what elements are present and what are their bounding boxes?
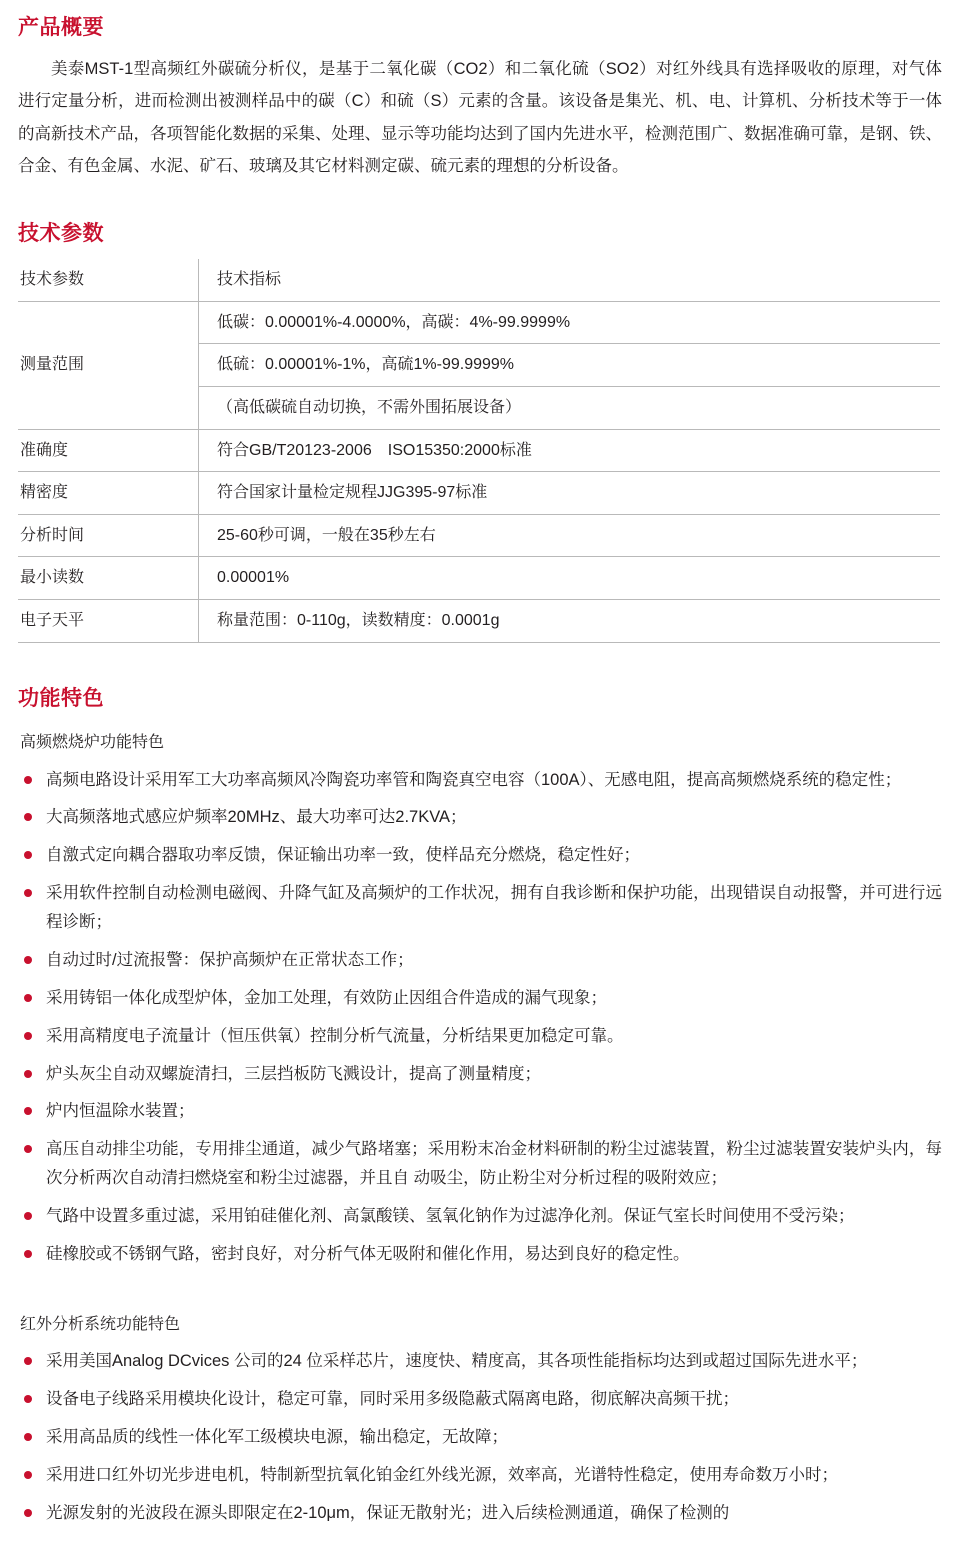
feature-list-infrared: [18, 1347, 942, 1527]
section-heading-features: 功能特色: [18, 686, 104, 710]
row-value-analysis-time: 25-60秒可调，一般在35秒左右: [199, 514, 941, 557]
column-header-param: 技术参数: [18, 259, 199, 301]
row-label-precision: 精密度: [18, 472, 199, 515]
table-row: [18, 514, 940, 557]
row-value-range-note: （高低碳硫自动切换，不需外围拓展设备）: [199, 387, 941, 430]
table-row: [18, 600, 940, 643]
list-item: 高频电路设计采用军工大功率高频风冷陶瓷功率管和陶瓷真空电容（100A）、无感电阻，提高高频燃烧系统的稳定性；: [18, 766, 942, 795]
table-header-row: [18, 259, 940, 301]
table-row: [18, 301, 940, 344]
row-value-range-low-sulfur: 低硫：0.00001%-1%，高硫1%-99.9999%: [199, 344, 941, 387]
list-item: 采用铸铝一体化成型炉体，金加工处理，有效防止因组合件造成的漏气现象；: [18, 984, 942, 1013]
row-value-min-reading: 0.00001%: [199, 557, 941, 600]
list-item: 炉内恒温除水装置；: [18, 1097, 942, 1126]
row-value-precision: 符合国家计量检定规程JJG395-97标准: [199, 472, 941, 515]
feature-list-furnace: [18, 766, 942, 1269]
list-item: 高压自动排尘功能，专用排尘通道，减少气路堵塞；采用粉末冶金材料研制的粉尘过滤装置，粉尘过滤装置安装炉头内，每次分析两次自动清扫燃烧室和粉尘过滤器，并且自 动吸尘，防止粉尘对分析过程的吸附效应；: [18, 1135, 942, 1193]
list-item: 采用软件控制自动检测电磁阀、升降气缸及高频炉的工作状况，拥有自我诊断和保护功能，出现错误自动报警，并可进行远程诊断；: [18, 879, 942, 937]
list-item: 硅橡胶或不锈钢气路，密封良好，对分析气体无吸附和催化作用，易达到良好的稳定性。: [18, 1240, 942, 1269]
feature-group-title-infrared: 红外分析系统功能特色: [20, 1315, 181, 1333]
row-label-measure-range: 测量范围: [18, 301, 199, 429]
table-row: [18, 557, 940, 600]
list-item: 自动过时/过流报警：保护高频炉在正常状态工作；: [18, 946, 942, 975]
overview-paragraph: 美泰MST-1型高频红外碳硫分析仪，是基于二氧化碳（CO2）和二氧化硫（SO2）对红外线具有选择吸收的原理，对气体进行定量分析，进而检测出被测样品中的碳（C）和硫（S）元素的含量。该设备是集光、机、电、计算机、分析技术等于一体的高新技术产品，各项智能化数据的采集、处理、显示等功能均达到了国内先进水平，检测范围广、数据准确可靠，是钢、铁、合金、有色金属、水泥、矿石、玻璃及其它材料测定碳、硫元素的理想的分析设备。: [18, 60, 942, 175]
list-item: 光源发射的光波段在源头即限定在2-10μm，保证无散射光；进入后续检测通道，确保了检测的: [18, 1499, 942, 1528]
list-item: 气路中设置多重过滤，采用铂硅催化剂、高氯酸镁、氢氧化钠作为过滤净化剂。保证气室长时间使用不受污染；: [18, 1202, 942, 1231]
section-heading-overview: 产品概要: [18, 16, 104, 39]
list-item: 采用美国Analog DCvices 公司的24 位采样芯片，速度快、精度高，其各项性能指标均达到或超过国际先进水平；: [18, 1347, 942, 1376]
list-item: 大高频落地式感应炉频率20MHz、最大功率可达2.7KVA；: [18, 803, 942, 832]
list-item: 采用高品质的线性一体化军工级模块电源，输出稳定，无故障；: [18, 1423, 942, 1452]
list-item: 炉头灰尘自动双螺旋清扫，三层挡板防飞溅设计，提高了测量精度；: [18, 1060, 942, 1089]
list-item: 采用高精度电子流量计（恒压供氧）控制分析气流量，分析结果更加稳定可靠。: [18, 1022, 942, 1051]
feature-group-title-furnace: 高频燃烧炉功能特色: [20, 733, 165, 751]
table-row: [18, 429, 940, 472]
specs-table: [18, 259, 940, 642]
row-value-range-low-carbon: 低碳：0.00001%-4.0000%，高碳：4%-99.9999%: [199, 301, 941, 344]
column-header-index: 技术指标: [199, 259, 941, 301]
row-label-accuracy: 准确度: [18, 429, 199, 472]
list-item: 采用进口红外切光步进电机，特制新型抗氧化铂金红外线光源，效率高，光谱特性稳定，使用寿命数万小时；: [18, 1461, 942, 1490]
row-label-balance: 电子天平: [18, 600, 199, 643]
spacer: [18, 1278, 942, 1294]
row-value-accuracy: 符合GB/T20123-2006 ISO15350:2000标准: [199, 429, 941, 472]
row-value-balance: 称量范围：0-110g，读数精度：0.0001g: [199, 600, 941, 643]
list-item: 设备电子线路采用模块化设计，稳定可靠，同时采用多级隐蔽式隔离电路，彻底解决高频干扰；: [18, 1385, 942, 1414]
section-heading-specs: 技术参数: [18, 221, 104, 245]
list-item: 自激式定向耦合器取功率反馈，保证输出功率一致，使样品充分燃烧，稳定性好；: [18, 841, 942, 870]
row-label-analysis-time: 分析时间: [18, 514, 199, 557]
table-row: [18, 472, 940, 515]
row-label-min-reading: 最小读数: [18, 557, 199, 600]
